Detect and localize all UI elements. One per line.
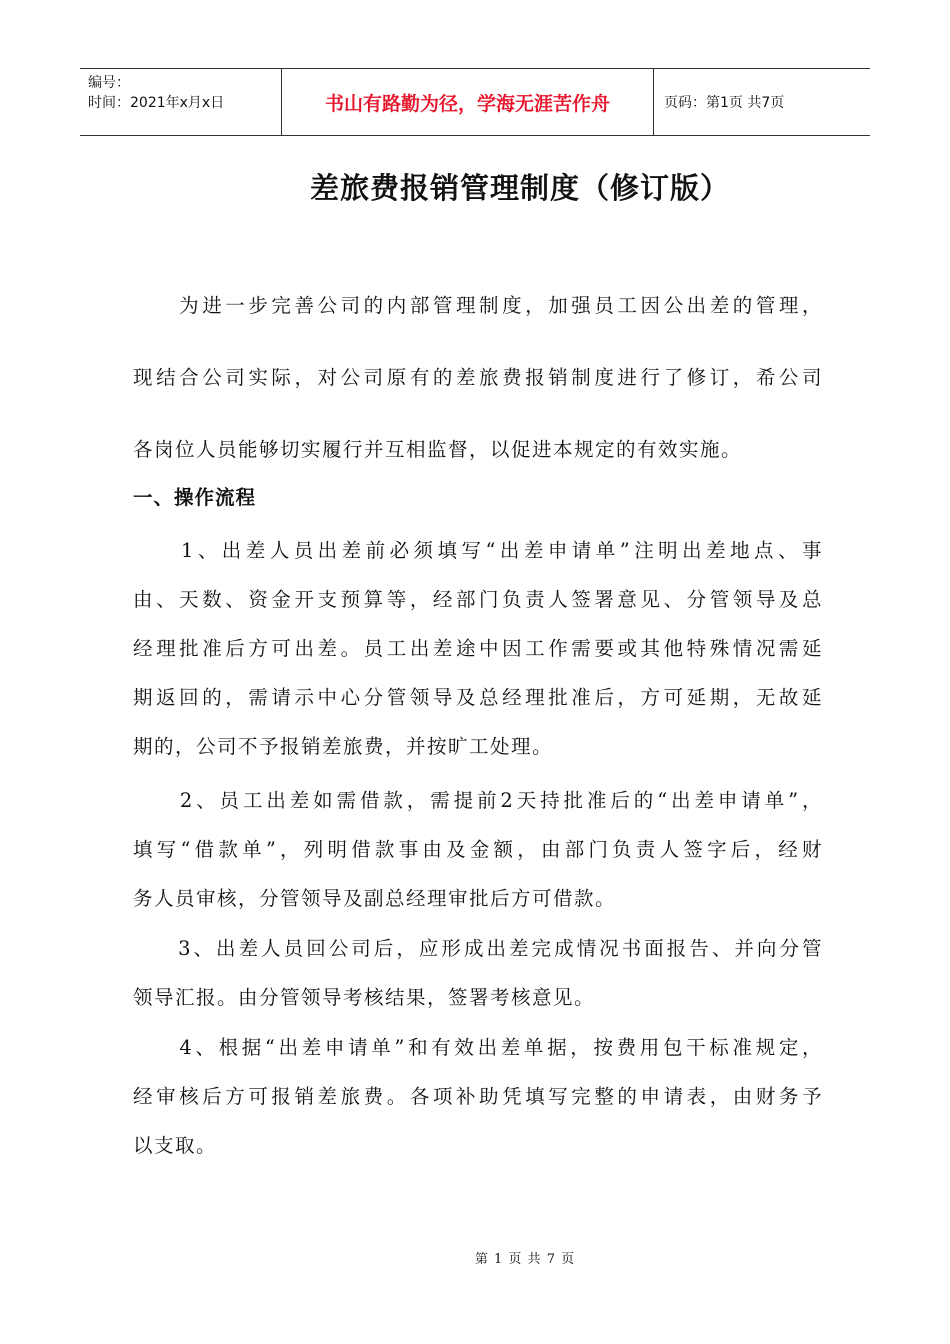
document-number-label: 编号：	[88, 75, 130, 91]
item-1-line: 期返回的，需请示中心分管领导及总经理批准后，方可延期，无故延	[133, 686, 823, 709]
item-4-line: 以支取。	[133, 1134, 218, 1157]
header-table	[80, 68, 870, 136]
document-time-label: 时间：2021年x月x日	[88, 95, 225, 111]
header-page-info: 页码：第1页 共7页	[664, 95, 785, 111]
item-3-paragraph	[133, 924, 823, 1022]
section-heading: 一、操作流程	[133, 486, 257, 509]
item-3-line: 3、出差人员回公司后，应形成出差完成情况书面报告、并向分管	[133, 937, 823, 960]
item-2-line: 2、员工出差如需借款，需提前2天持批准后的“出差申请单”，	[133, 789, 823, 812]
item-4-paragraph	[133, 1023, 823, 1170]
item-1-line: 期的，公司不予报销差旅费，并按旷工处理。	[133, 735, 554, 758]
item-2-line: 务人员审核，分管领导及副总经理审批后方可借款。	[133, 887, 617, 910]
item-1-line: 1、出差人员出差前必须填写“出差申请单”注明出差地点、事	[133, 539, 823, 562]
item-4-line: 经审核后方可报销差旅费。各项补助凭填写完整的申请表，由财务予	[133, 1085, 823, 1108]
document-title: 差旅费报销管理制度（修订版）	[309, 171, 730, 205]
intro-line: 为进一步完善公司的内部管理制度，加强员工因公出差的管理，	[133, 294, 823, 317]
page-footer: 第 1 页 共 7 页	[474, 1252, 576, 1267]
item-2-paragraph	[133, 776, 823, 923]
item-2-line: 填写“借款单”，列明借款事由及金额，由部门负责人签字后，经财	[133, 838, 823, 861]
intro-paragraph	[133, 270, 823, 486]
item-4-line: 4、根据“出差申请单”和有效出差单据，按费用包干标准规定，	[133, 1036, 823, 1059]
intro-line: 现结合公司实际，对公司原有的差旅费报销制度进行了修订，希公司	[133, 366, 823, 389]
item-1-line: 由、天数、资金开支预算等，经部门负责人签署意见、分管领导及总	[133, 588, 823, 611]
intro-line: 各岗位人员能够切实履行并互相监督，以促进本规定的有效实施。	[133, 438, 743, 461]
header-motto: 书山有路勤为径，学海无涯苦作舟	[282, 69, 654, 135]
item-1-paragraph	[133, 526, 823, 771]
item-1-line: 经理批准后方可出差。员工出差途中因工作需要或其他特殊情况需延	[133, 637, 823, 660]
item-3-line: 领导汇报。由分管领导考核结果，签署考核意见。	[133, 986, 596, 1009]
header-meta-cell	[80, 69, 282, 135]
